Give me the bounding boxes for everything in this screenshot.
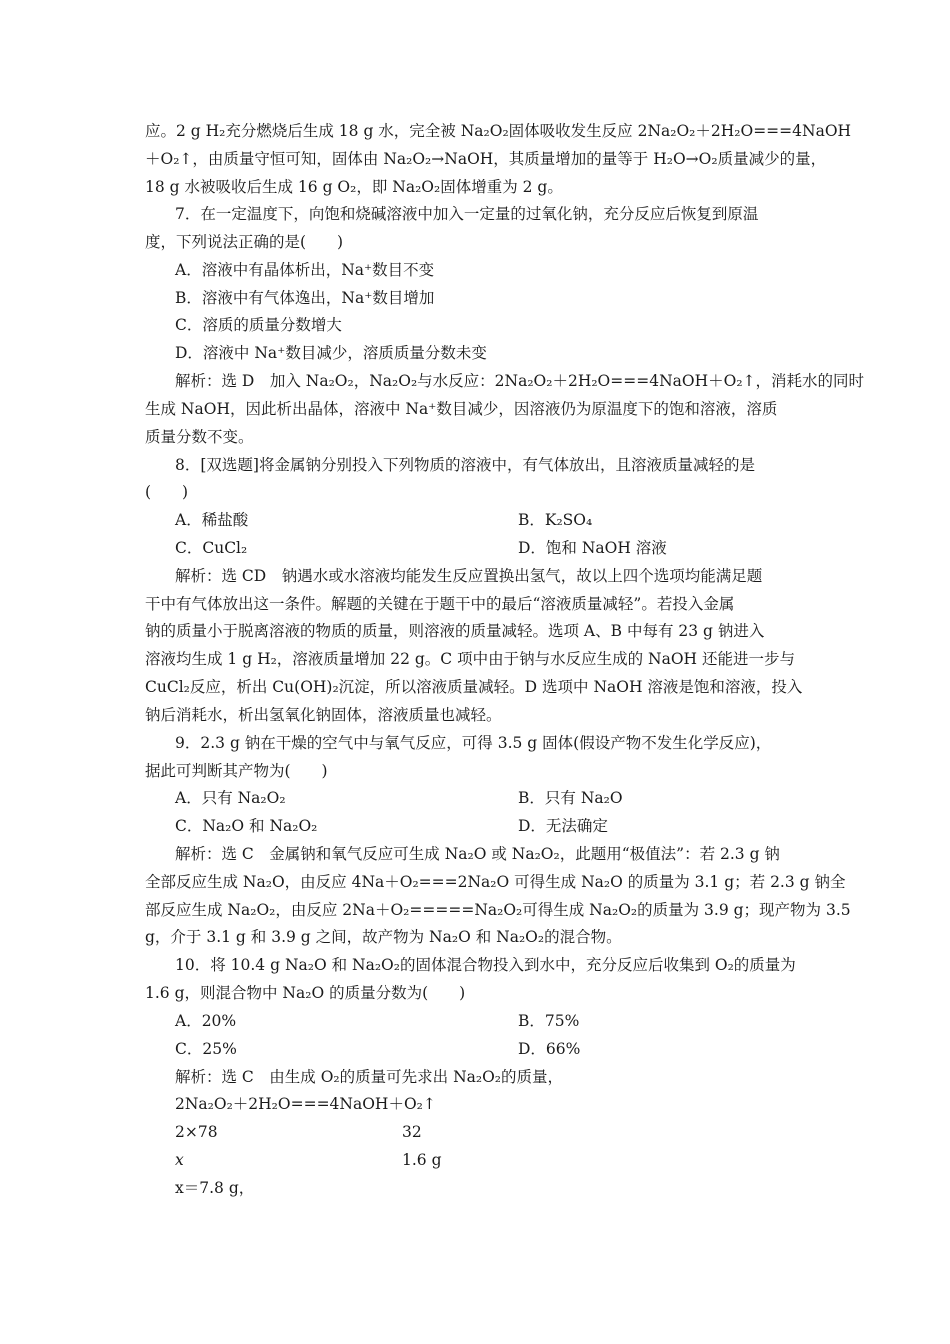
question-8-answer: 干中有气体放出这一条件。解题的关键在于题干中的最后“溶液质量减轻”。若投入金属 <box>145 595 735 613</box>
question-9-stem: 9．2.3 g 钠在干燥的空气中与氧气反应，可得 3.5 g 固体(假设产物不发生化学反应)， <box>175 734 772 752</box>
calculation-result: x＝7.8 g， <box>175 1179 255 1197</box>
question-8-option-b: B．K₂SO₄ <box>518 511 593 529</box>
question-7-answer: 解析：选 D 加入 Na₂O₂，Na₂O₂与水反应：2Na₂O₂＋2H₂O===4NaOH＋O₂↑，消耗水的同时 <box>175 372 865 390</box>
chemical-equation: 2Na₂O₂＋2H₂O===4NaOH＋O₂↑ <box>175 1095 436 1113</box>
text-line: 应。2 g H₂充分燃烧后生成 18 g 水，完全被 Na₂O₂固体吸收发生反应 2Na₂O₂＋2H₂O===4NaOH <box>145 122 852 140</box>
question-10-answer: 解析：选 C 由生成 O₂的质量可先求出 Na₂O₂的质量， <box>175 1068 564 1086</box>
question-8-answer: 溶液均生成 1 g H₂，溶液质量增加 22 g。C 项中由于钠与水反应生成的 NaOH 还能进一步与 <box>145 650 795 668</box>
question-9-answer: 部反应生成 Na₂O₂，由反应 2Na＋O₂=====Na₂O₂可得生成 Na₂O₂的质量为 3.9 g；现产物为 3.5 <box>145 901 851 919</box>
question-8-answer: 钠后消耗水，析出氢氧化钠固体，溶液质量也减轻。 <box>145 706 502 724</box>
question-10-stem: 1.6 g，则混合物中 Na₂O 的质量分数为( ) <box>145 984 466 1002</box>
stoichiometry-right: 32 <box>402 1123 422 1141</box>
question-8-stem: 8．[双选题]将金属钠分别投入下列物质的溶液中，有气体放出，且溶液质量减轻的是 <box>175 456 755 474</box>
question-7-answer: 生成 NaOH，因此析出晶体，溶液中 Na⁺数目减少，因溶液仍为原温度下的饱和溶液，溶质 <box>145 400 778 418</box>
question-10-option-c: C．25% <box>175 1040 237 1058</box>
text-line: 18 g 水被吸收后生成 16 g O₂，即 Na₂O₂固体增重为 2 g。 <box>145 178 563 196</box>
question-9-option-c: C．Na₂O 和 Na₂O₂ <box>175 817 318 835</box>
question-7-stem: 7．在一定温度下，向饱和烧碱溶液中加入一定量的过氧化钠，充分反应后恢复到原温 <box>175 205 759 223</box>
question-9-option-a: A．只有 Na₂O₂ <box>175 789 286 807</box>
question-9-answer: 解析：选 C 金属钠和氧气反应可生成 Na₂O 或 Na₂O₂，此题用“极值法”：若 2.3 g 钠 <box>175 845 780 863</box>
question-8-answer: CuCl₂反应，析出 Cu(OH)₂沉淀，所以溶液质量减轻。D 选项中 NaOH 溶液是饱和溶液，投入 <box>145 678 803 696</box>
question-7-option-c: C．溶质的质量分数增大 <box>175 316 342 334</box>
question-7-option-a: A．溶液中有晶体析出，Na⁺数目不变 <box>175 261 435 279</box>
question-8-answer: 钠的质量小于脱离溶液的物质的质量，则溶液的质量减轻。选项 A、B 中每有 23 g 钠进入 <box>145 622 765 640</box>
question-9-option-d: D．无法确定 <box>518 817 608 835</box>
question-10-option-b: B．75% <box>518 1012 580 1030</box>
question-8-option-d: D．饱和 NaOH 溶液 <box>518 539 667 557</box>
question-7-option-d: D．溶液中 Na⁺数目减少，溶质质量分数未变 <box>175 344 487 362</box>
question-10-stem: 10．将 10.4 g Na₂O 和 Na₂O₂的固体混合物投入到水中，充分反应后收集到 O₂的质量为 <box>175 956 796 974</box>
question-9-option-b: B．只有 Na₂O <box>518 789 623 807</box>
question-10-option-a: A．20% <box>175 1012 237 1030</box>
question-9-stem: 据此可判断其产物为( ) <box>145 762 328 780</box>
question-9-answer: 全部反应生成 Na₂O，由反应 4Na＋O₂===2Na₂O 可得生成 Na₂O 的质量为 3.1 g；若 2.3 g 钠全 <box>145 873 846 891</box>
stoichiometry-right: 1.6 g <box>402 1151 442 1169</box>
stoichiometry-left: x <box>175 1151 184 1169</box>
question-7-stem: 度，下列说法正确的是( ) <box>145 233 344 251</box>
question-8-option-a: A．稀盐酸 <box>175 511 249 529</box>
stoichiometry-left: 2×78 <box>175 1123 218 1141</box>
question-8-answer: 解析：选 CD 钠遇水或水溶液均能发生反应置换出氢气，故以上四个选项均能满足题 <box>175 567 763 585</box>
question-7-answer: 质量分数不变。 <box>145 428 254 446</box>
question-7-option-b: B．溶液中有气体逸出，Na⁺数目增加 <box>175 289 435 307</box>
text-line: ＋O₂↑，由质量守恒可知，固体由 Na₂O₂→NaOH，其质量增加的量等于 H₂O→O₂质量减少的量， <box>145 150 827 168</box>
question-9-answer: g，介于 3.1 g 和 3.9 g 之间，故产物为 Na₂O 和 Na₂O₂的混合物。 <box>145 928 622 946</box>
question-8-option-c: C．CuCl₂ <box>175 539 248 557</box>
question-10-option-d: D．66% <box>518 1040 581 1058</box>
question-8-stem: ( ) <box>145 483 189 501</box>
